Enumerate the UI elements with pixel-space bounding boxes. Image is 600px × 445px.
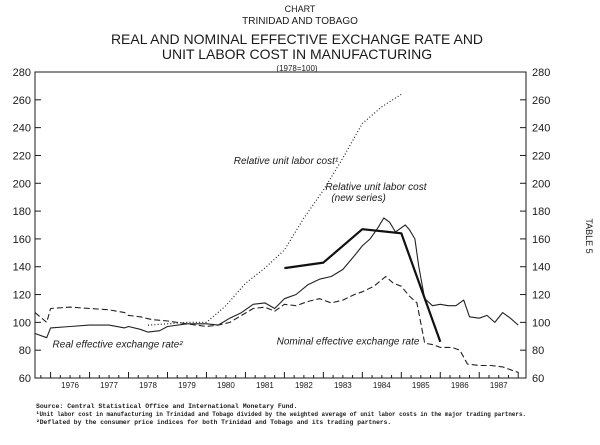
side-label: TABLE 5 (584, 218, 594, 254)
y-tick-label-right: 80 (532, 345, 545, 358)
x-tick-label: 1976 (61, 381, 79, 390)
y-tick-label-left: 160 (12, 233, 31, 246)
series-labels (53, 156, 428, 351)
series-line-solid (35, 218, 518, 338)
x-tick-label: 1978 (139, 381, 157, 390)
chart-title-line1: REAL AND NOMINAL EFFECTIVE EXCHANGE RATE AND (110, 31, 484, 47)
y-tick-label-right: 60 (532, 373, 545, 385)
y-tick-label-right: 220 (532, 150, 551, 163)
series-label-dashed: Nominal effective exchange rate (276, 336, 420, 348)
y-tick-label-right: 280 (532, 67, 551, 79)
y-tick-label-right: 100 (532, 317, 551, 330)
plot-frame (35, 72, 526, 378)
note-source: Source: Central Statistical Office and International Monetary Fund. (36, 403, 298, 410)
y-tick-label-left: 240 (12, 122, 31, 135)
x-tick-label: 1981 (256, 381, 274, 390)
x-tick-label: 1987 (489, 381, 508, 390)
x-tick-label: 1980 (217, 381, 235, 390)
chart-country: TRINIDAD AND TOBAGO (242, 16, 358, 27)
y-tick-label-right: 240 (532, 122, 551, 135)
y-tick-label-left: 260 (12, 94, 31, 107)
y-tick-label-left: 100 (12, 317, 31, 330)
y-tick-label-left: 280 (12, 67, 31, 79)
y-tick-label-right: 160 (532, 233, 551, 246)
y-axis-right (520, 67, 550, 385)
series-label-new-series-line2: (new series) (331, 193, 386, 205)
y-tick-label-left: 200 (12, 178, 31, 191)
y-axis-left (13, 67, 41, 385)
y-tick-label-right: 140 (532, 261, 551, 274)
series-line-dashed (35, 277, 518, 373)
series-label-new-series-line1: Relative unit labor cost (325, 182, 427, 194)
series-label-solid: Real effective exchange rate² (52, 339, 183, 351)
x-axis (41, 372, 518, 390)
note-1: ¹Unit labor cost in manufacturing in Trinidad and Tobago divided by the weighted average of unit labor costs in the major trading partners. (36, 411, 526, 418)
note-2: ²Deflated by the consumer price indices for both Trinidad and Tobago and its trading partners. (36, 419, 392, 426)
y-tick-label-left: 60 (18, 373, 31, 385)
y-tick-label-right: 200 (532, 178, 551, 191)
y-tick-label-left: 120 (12, 289, 31, 302)
y-tick-label-right: 260 (532, 94, 551, 107)
series-line-dotted (148, 94, 401, 325)
y-tick-label-left: 140 (12, 261, 31, 274)
y-tick-label-left: 180 (12, 206, 31, 219)
y-tick-label-right: 120 (532, 289, 551, 302)
chart-label: CHART (284, 4, 316, 14)
x-tick-label: 1979 (178, 381, 196, 390)
x-tick-label: 1984 (372, 381, 391, 390)
chart-subtitle: (1978=100) (276, 64, 318, 73)
y-tick-label-left: 220 (12, 150, 31, 163)
series-label-dotted: Relative unit labor cost¹ (233, 155, 339, 167)
chart-title-line2: UNIT LABOR COST IN MANUFACTURING (161, 46, 433, 62)
x-tick-label: 1986 (450, 381, 469, 390)
x-tick-label: 1977 (100, 381, 118, 390)
x-tick-label: 1983 (333, 381, 352, 390)
y-tick-label-right: 180 (532, 206, 551, 219)
x-tick-label: 1985 (411, 381, 430, 390)
y-tick-label-left: 80 (18, 345, 31, 358)
x-tick-label: 1982 (294, 381, 313, 390)
series-layer (35, 94, 518, 372)
